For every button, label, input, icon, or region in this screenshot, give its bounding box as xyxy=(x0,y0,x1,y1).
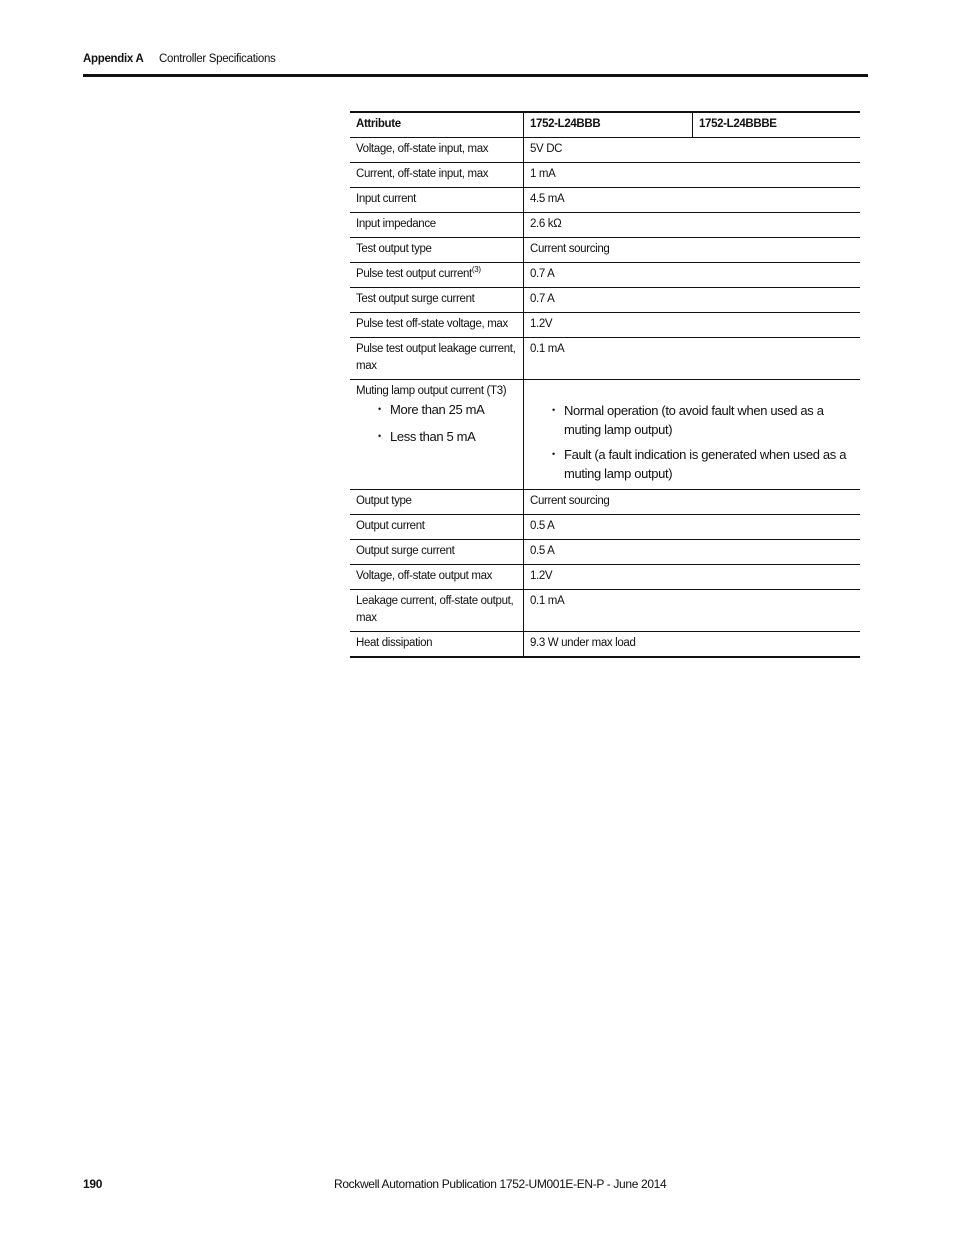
list-item: • Normal operation (to avoid fault when used as a muting lamp output) xyxy=(530,401,854,439)
attribute-cell: Output surge current xyxy=(350,540,524,565)
footnote-marker: (3) xyxy=(471,265,481,274)
value-cell: 1.2V xyxy=(524,565,861,590)
attribute-cell: Leakage current, off-state output, max xyxy=(350,590,524,632)
value-bullet-list xyxy=(530,401,854,483)
attribute-cell: Input current xyxy=(350,188,524,213)
list-item: • Less than 5 mA xyxy=(356,427,517,446)
value-cell: 1.2V xyxy=(524,313,861,338)
attribute-text: Pulse test output current xyxy=(356,268,472,280)
value-cell: 1 mA xyxy=(524,163,861,188)
attribute-cell: Test output type xyxy=(350,238,524,263)
table-row xyxy=(350,515,860,540)
page-header xyxy=(83,52,868,74)
table-row xyxy=(350,263,860,288)
table-row xyxy=(350,213,860,238)
header-rule xyxy=(83,74,868,77)
value-cell: 9.3 W under max load xyxy=(524,632,861,658)
table-row xyxy=(350,565,860,590)
value-cell: Current sourcing xyxy=(524,238,861,263)
publication-info: Rockwell Automation Publication 1752-UM001E-EN-P - June 2014 xyxy=(334,1177,667,1191)
table-header-row xyxy=(350,112,860,138)
value-cell: 0.7 A xyxy=(524,263,861,288)
specifications-table xyxy=(350,111,860,658)
attribute-cell: Input impedance xyxy=(350,213,524,238)
table-row xyxy=(350,138,860,163)
list-item: • Fault (a fault indication is generated when used as a muting lamp output) xyxy=(530,445,854,483)
table-row xyxy=(350,313,860,338)
value-cell: 0.1 mA xyxy=(524,338,861,380)
table-row xyxy=(350,188,860,213)
table-row xyxy=(350,288,860,313)
value-cell: 4.5 mA xyxy=(524,188,861,213)
value-cell: 0.5 A xyxy=(524,515,861,540)
table-row xyxy=(350,380,860,490)
section-title: Controller Specifications xyxy=(159,53,276,65)
attribute-cell: Voltage, off-state input, max xyxy=(350,138,524,163)
attribute-bullet-list xyxy=(356,400,517,446)
value-cell: 5V DC xyxy=(524,138,861,163)
value-cell xyxy=(524,380,861,490)
value-cell: Current sourcing xyxy=(524,490,861,515)
column-header-attribute: Attribute xyxy=(350,112,524,138)
attribute-cell xyxy=(350,263,524,288)
value-cell: 2.6 kΩ xyxy=(524,213,861,238)
table-row xyxy=(350,632,860,658)
table-row xyxy=(350,540,860,565)
attribute-cell: Voltage, off-state output max xyxy=(350,565,524,590)
attribute-cell: Pulse test off-state voltage, max xyxy=(350,313,524,338)
attribute-cell: Current, off-state input, max xyxy=(350,163,524,188)
attribute-cell: Pulse test output leakage current, max xyxy=(350,338,524,380)
table-row xyxy=(350,163,860,188)
table-row xyxy=(350,590,860,632)
attribute-cell: Test output surge current xyxy=(350,288,524,313)
list-item: • More than 25 mA xyxy=(356,400,517,419)
column-header-l24bbbe: 1752-L24BBBE xyxy=(693,112,861,138)
attribute-cell: Output current xyxy=(350,515,524,540)
attribute-cell xyxy=(350,380,524,490)
column-header-l24bbb: 1752-L24BBB xyxy=(524,112,693,138)
value-cell: 0.7 A xyxy=(524,288,861,313)
table-row xyxy=(350,238,860,263)
table-row xyxy=(350,338,860,380)
value-cell: 0.5 A xyxy=(524,540,861,565)
value-cell: 0.1 mA xyxy=(524,590,861,632)
attribute-text: Muting lamp output current (T3) xyxy=(356,385,507,397)
attribute-cell: Heat dissipation xyxy=(350,632,524,658)
appendix-label: Appendix A xyxy=(83,53,144,65)
table-row xyxy=(350,490,860,515)
attribute-cell: Output type xyxy=(350,490,524,515)
page-number: 190 xyxy=(83,1177,103,1191)
